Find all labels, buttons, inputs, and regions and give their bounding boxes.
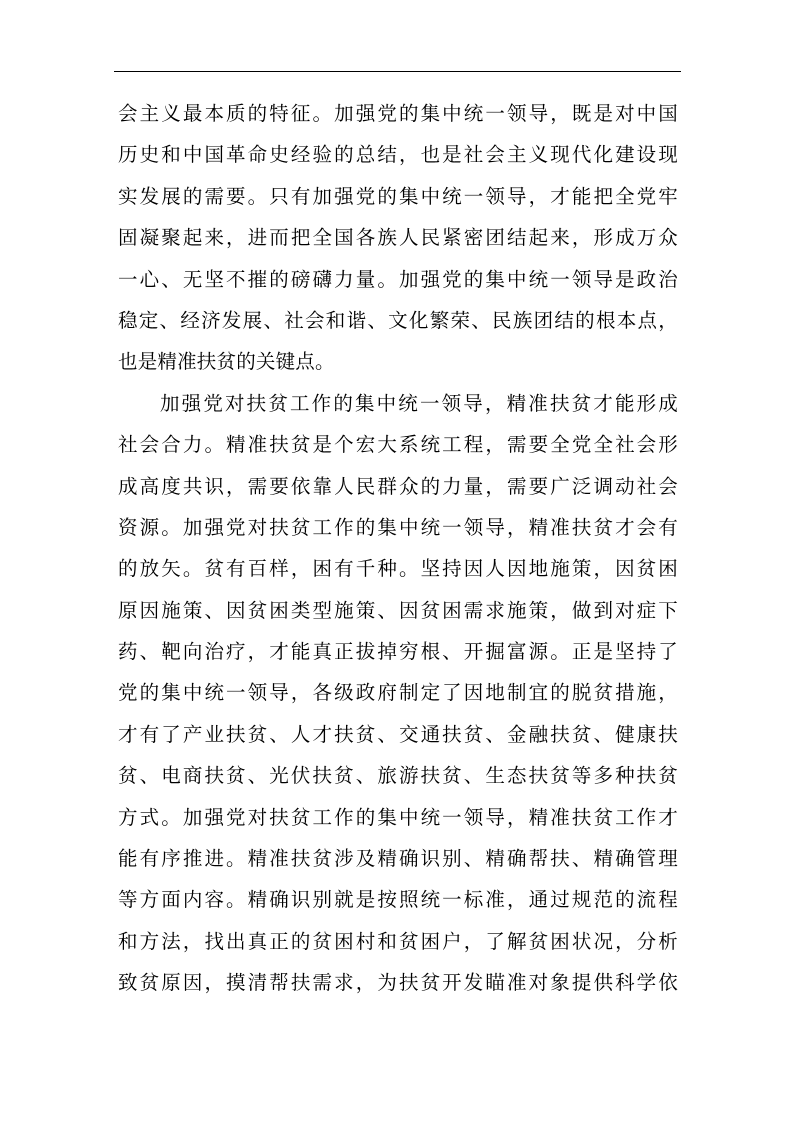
text-line: 一心、无坚不摧的磅礴力量。加强党的集中统一领导是政治 xyxy=(118,267,678,291)
text-line: 才有了产业扶贫、人才扶贫、交通扶贫、金融扶贫、健康扶 xyxy=(118,722,678,746)
text-line: 成高度共识，需要依靠人民群众的力量，需要广泛调动社会 xyxy=(118,474,678,498)
text-line: 会主义最本质的特征。加强党的集中统一领导，既是对中国 xyxy=(118,102,678,125)
text-line: 和方法，找出真正的贫困村和贫困户，了解贫困状况，分析 xyxy=(118,929,678,953)
text-line: 党的集中统一领导，各级政府制定了因地制宜的脱贫措施， xyxy=(118,681,678,705)
text-line: 社会合力。精准扶贫是个宏大系统工程，需要全党全社会形 xyxy=(118,433,678,457)
text-line: 稳定、经济发展、社会和谐、文化繁荣、民族团结的根本点， xyxy=(118,308,678,332)
text-line: 致贫原因，摸清帮扶需求，为扶贫开发瞄准对象提供科学依 xyxy=(118,971,678,995)
text-line: 等方面内容。精确识别就是按照统一标准，通过规范的流程 xyxy=(118,888,678,912)
text-line: 原因施策、因贫困类型施策、因贫困需求施策，做到对症下 xyxy=(118,598,678,622)
text-line: 资源。加强党对扶贫工作的集中统一领导，精准扶贫才会有 xyxy=(118,515,678,539)
text-line: 实发展的需要。只有加强党的集中统一领导，才能把全党牢 xyxy=(118,184,678,208)
text-line: 贫、电商扶贫、光伏扶贫、旅游扶贫、生态扶贫等多种扶贫 xyxy=(118,764,678,788)
text-line: 固凝聚起来，进而把全国各族人民紧密团结起来，形成万众 xyxy=(118,226,678,250)
text-line: 方式。加强党对扶贫工作的集中统一领导，精准扶贫工作才 xyxy=(118,805,678,829)
paragraph-first-line: 加强党对扶贫工作的集中统一领导，精准扶贫才能形成 xyxy=(160,391,678,415)
text-line: 的放矢。贫有百样，困有千种。坚持因人因地施策，因贫困 xyxy=(118,557,678,581)
text-line: 药、靶向治疗，才能真正拔掉穷根、开掘富源。正是坚持了 xyxy=(118,640,678,664)
document-body xyxy=(118,93,678,1004)
text-line: 历史和中国革命史经验的总结，也是社会主义现代化建设现 xyxy=(118,143,678,167)
text-line: 能有序推进。精准扶贫涉及精确识别、精确帮扶、精确管理 xyxy=(118,847,678,871)
header-rule xyxy=(114,71,681,72)
text-line: 也是精准扶贫的关键点。 xyxy=(118,350,335,374)
